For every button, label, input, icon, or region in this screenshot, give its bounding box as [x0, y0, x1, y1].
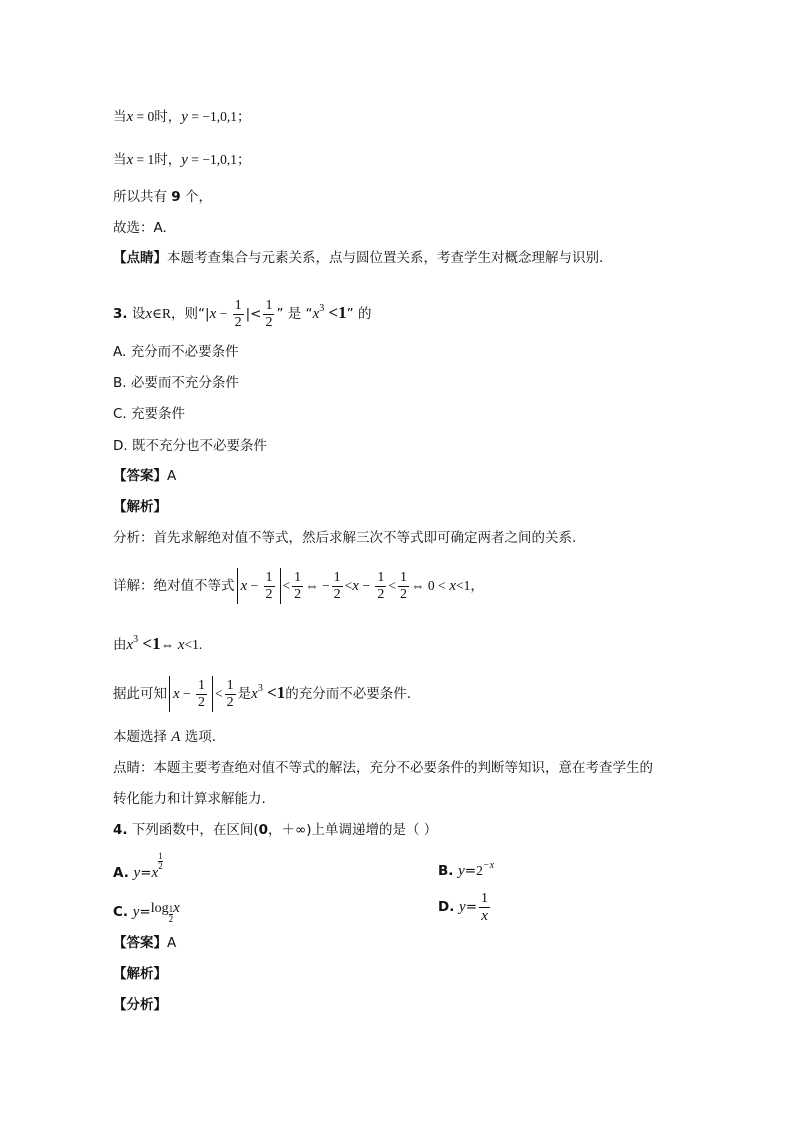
question-3: 3. 设x∈R，则“|x − $\frac{1}{2}$ |< $\frac{1}{2}$ ” 是 “$x^3 <1$” 的 [113, 297, 372, 330]
option-3c: C. 充要条件 [113, 406, 186, 422]
answer-4: 【答案】A [113, 935, 177, 951]
case-x0-line: 当x = 0时，y = −1,0,1； [113, 109, 251, 125]
cube-iff-line: 由$x^3$ <1⇔ x<1. [113, 634, 203, 653]
option-3d: D. 既不充分也不必要条件 [113, 438, 267, 454]
answer-3: 【答案】A [113, 468, 177, 484]
detail-line: 详解：绝对值不等式 x − $\frac{1}{2}$ < $\frac{1}{2}$ ⇔ − $\frac{1}{2}$ <x − $\frac{1}{2}$ < $\frac{1}{2}$ ⇔ 0 < x<1， [113, 568, 484, 604]
fenxi-4: 【分析】 [113, 997, 167, 1013]
choice-line: 故选：A. [113, 220, 167, 236]
dianjing-line: 【点睛】本题考查集合与元素关系，点与圆位置关系，考查学生对概念理解与识别. [113, 250, 604, 266]
option-3b: B. 必要而不充分条件 [113, 375, 239, 391]
case-x1-line: 当x = 1时，y = −1,0,1； [113, 152, 251, 168]
question-4: 4. 下列函数中，在区间(0，＋∞)上单调递增的是（ ） [113, 822, 438, 838]
option-4c: C. y=log $\frac{1}{2}$ x [113, 900, 180, 924]
option-3a: A. 充分而不必要条件 [113, 344, 239, 360]
dianjing-3-line2: 转化能力和计算求解能力. [113, 791, 266, 807]
select-a-line: 本题选择 A 选项. [113, 729, 217, 745]
total-count-line: 所以共有 9 个， [113, 189, 212, 205]
conclusion-line: 据此可知 x − $\frac{1}{2}$ < $\frac{1}{2}$ 是$x^3 <1$的充分而不必要条件. [113, 671, 411, 712]
jiexi-4: 【解析】 [113, 966, 167, 982]
jiexi-3: 【解析】 [113, 499, 167, 515]
dianjing-3-line1: 点睛：本题主要考查绝对值不等式的解法，充分不必要条件的判断等知识，意在考查学生的 [113, 760, 653, 776]
fenxi-3: 分析：首先求解绝对值不等式，然后求解三次不等式即可确定两者之间的关系. [113, 530, 577, 546]
option-4b: B. $y=2^{-x}$ [438, 860, 495, 879]
option-4d: D. y= $\frac{1}{x}$ [438, 890, 489, 924]
option-4a: A. y=x $\frac{1}{2}$ [113, 851, 163, 881]
